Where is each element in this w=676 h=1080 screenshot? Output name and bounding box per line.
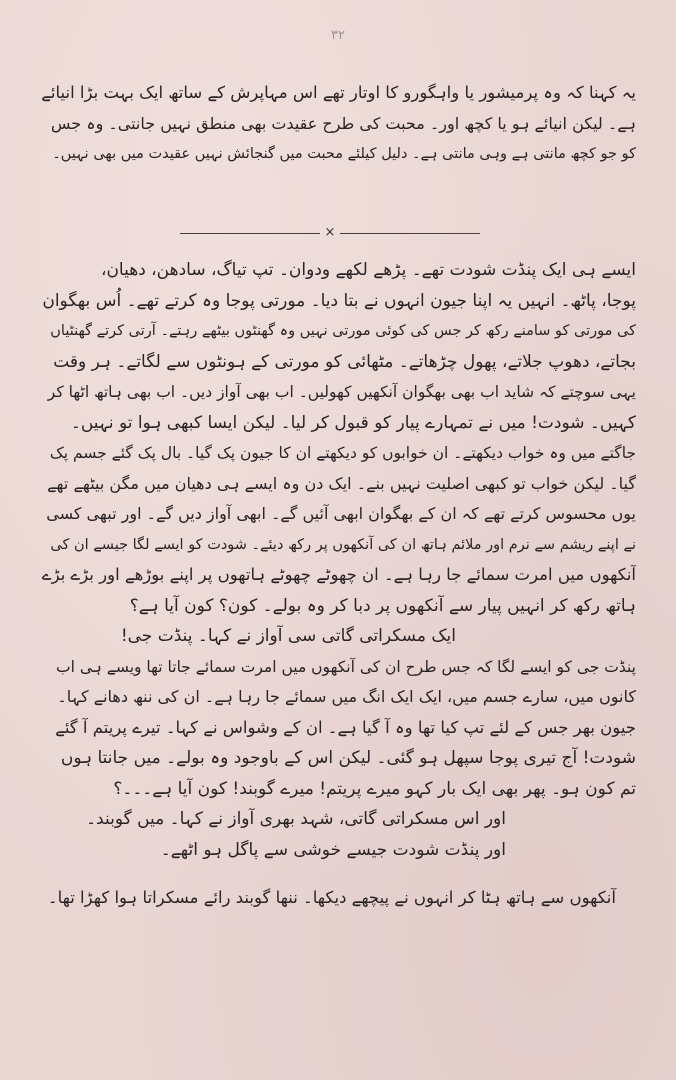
separator-rule-right [340, 233, 480, 234]
text-line: پوجا، پاٹھ۔ انہیں یہ اپنا جیون انہوں نے بتا دیا۔ مورتی پوجا وہ کرتے تھے۔ اُس بھگوان [42, 290, 636, 311]
text-line: یہی سوچتے کہ شاید اب بھی بھگوان آنکھیں کھولیں۔ اب بھی آواز دیں۔ اب بھی ہاتھ اٹھا کر [47, 383, 636, 401]
separator-rule-left [180, 233, 320, 234]
closing-line: آنکھوں سے ہاتھ ہٹا کر انہوں نے پیچھے دیکھا۔ ننھا گوبند رائے مسکراتا ہوا کھڑا تھا۔ [47, 888, 616, 907]
intro-paragraph [40, 78, 636, 170]
text-line: یوں محسوس کرتے تھے کہ ان کے بھگوان ابھی آئیں گے۔ ابھی آواز دیں گے۔ اور تبھی کسی [46, 504, 636, 523]
text-line: کی مورتی کو سامنے رکھ کر جس کی کوئی مورتی نہیں وہ گھنٹوں بیٹھے رہتے۔ آرتی کرتے گھنٹیاں [50, 323, 636, 339]
text-line: ہے۔ لیکن انیائے ہو یا کچھ اور۔ محبت کی طرح عقیدت بھی منطق نہیں جانتی۔ وہ جس [50, 113, 636, 133]
separator-mark: × [324, 225, 336, 240]
text-line: ہاتھ رکھ کر انہیں پیار سے آنکھوں پر دبا کر وہ بولے۔ کون؟ کون آیا ہے؟ [129, 595, 636, 616]
text-line: ایسے ہی ایک پنڈت شودت تھے۔ پڑھے لکھے ودوان۔ تپ تیاگ، سادھن، دھیان، [100, 260, 636, 280]
text-line: نے اپنے ریشم سے نرم اور ملائم ہاتھ ان کی آنکھوں پر رکھ دیئے۔ شودت کو ایسے لگا جیسے ان کی [50, 536, 636, 553]
text-line: شودت! آج تیری پوجا سپھل ہو گئی۔ لیکن اس کے باوجود وہ بولے۔ میں جانتا ہوں [60, 748, 636, 768]
text-line: اور پنڈت شودت جیسے خوشی سے پاگل ہو اٹھے۔ [160, 839, 506, 860]
text-line: تم کون ہو۔ پھر بھی ایک بار کہو میرے پریتم! میرے گوبند! کون آیا ہے۔۔۔؟ [113, 778, 636, 799]
text-line: جیون بھر جس کے لئے تپ کیا تھا وہ آ گیا ہے۔ ان کے وشواس نے کہا۔ تیرے پریتم آ گئے [55, 717, 636, 737]
text-line: جاگتے میں وہ خواب دیکھتے۔ ان خوابوں کو دیکھتے ان کا جیون پک گیا۔ بال پک گئے جسم پک [49, 444, 636, 462]
text-line: گیا۔ لیکن خواب تو کبھی اصلیت نہیں بنے۔ ایک دن وہ ایسے ہی دھیان میں مگن بیٹھے تھے [47, 473, 636, 493]
text-line: ایک مسکراتی گاتی سی آواز نے کہا۔ پنڈت جی! [120, 626, 456, 646]
text-line: کو جو کچھ مانتی ہے وہی مانتی ہے۔ دلیل کیلئے محبت میں گنجائش نہیں عقیدت میں بھی نہیں۔ [52, 146, 636, 162]
text-line: بجاتے، دھوپ جلاتے، پھول چڑھاتے۔ مٹھائی کو مورتی کے ہونٹوں سے لگاتے۔ ہر وقت [53, 351, 636, 372]
text-line: کانوں میں، سارے جسم میں، ایک ایک انگ میں سمائے جا رہا ہے۔ ان کی ننھ دھانے کہا۔ [57, 687, 636, 706]
text-line: پنڈت جی کو ایسے لگا کہ جس طرح ان کی آنکھوں میں امرت سمائے جاتا تھا ویسے ہی اب [56, 657, 636, 676]
section-separator [180, 225, 480, 241]
main-paragraph [40, 255, 636, 914]
text-line: کہیں۔ شودت! میں نے تمہارے پیار کو قبول کر لیا۔ لیکن ایسا کبھی ہوا تو نہیں۔ [70, 412, 636, 433]
text-line: اور اس مسکراتی گاتی، شہد بھری آواز نے کہا۔ میں گوبند۔ [86, 809, 506, 829]
page-number: ۳۲ [331, 28, 345, 43]
text-line: آنکھوں میں امرت سمائے جا رہا ہے۔ ان چھوٹے چھوٹے ہاتھوں پر اپنے بوڑھے اور بڑے بڑے [41, 565, 636, 584]
text-line: یہ کہنا کہ وہ پرمیشور یا واہگورو کا اوتار تھے اس مہاپرش کے ساتھ ایک بہت بڑا انیائے [41, 83, 636, 102]
